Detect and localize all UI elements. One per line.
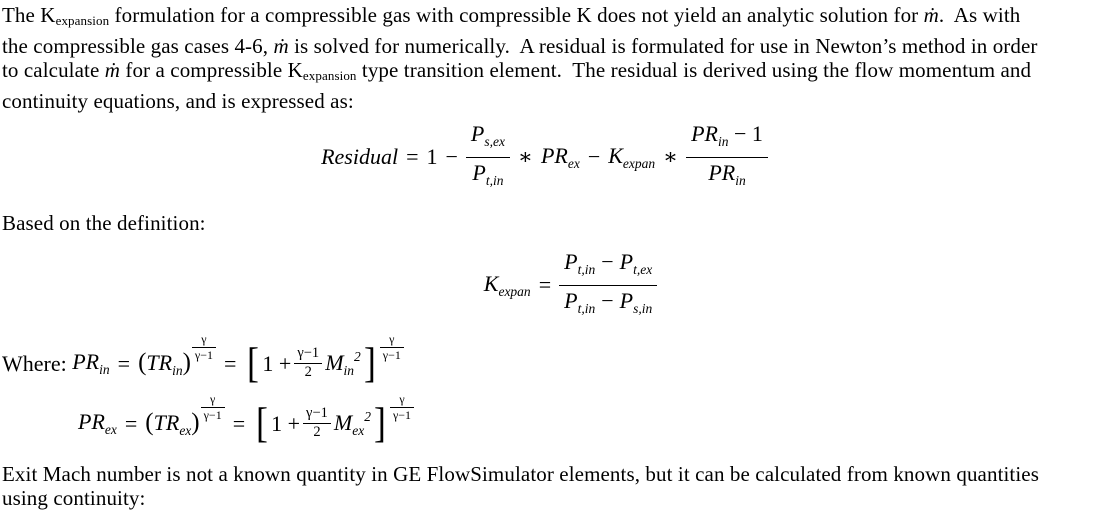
gamma-minus-1-over-2-fraction: [294, 346, 322, 381]
equation-pr-ex: [2, 391, 1087, 453]
open-bracket: [: [247, 340, 260, 387]
fraction-numerator: [466, 121, 510, 158]
math-var: PR: [540, 142, 568, 168]
math-var: M: [333, 409, 353, 435]
math-var: P: [564, 248, 578, 274]
text-run: is solved for numerically. A residual is formulated for use in Newton’s method in order: [288, 33, 1038, 58]
math-term-tr-in: [138, 349, 191, 379]
text-run: type transition element. The residual is derived using the flow momentum and: [356, 58, 1032, 83]
text-line: [2, 211, 1087, 236]
equals-sign: =: [117, 350, 131, 376]
math-subscript: t,ex: [633, 261, 653, 277]
one-plus: 1 +: [262, 350, 292, 376]
math-subscript: in: [99, 362, 110, 378]
fraction-numerator: γ−1: [294, 346, 322, 364]
text-run: to calculate: [2, 58, 105, 83]
math-var-residual: Residual: [321, 144, 399, 170]
equals-sign: =: [124, 410, 138, 436]
math-term-pr-ex: [78, 409, 117, 438]
math-subscript: t,in: [485, 172, 504, 188]
text-run: for a compressible K: [120, 58, 303, 83]
math-subscript: in: [718, 133, 729, 149]
equals-sign: =: [232, 410, 246, 436]
open-paren: (: [138, 348, 147, 376]
subscript-expansion: expansion: [55, 13, 110, 28]
equation-row: [321, 121, 768, 194]
math-var: P: [619, 248, 634, 274]
close-bracket: ]: [374, 400, 386, 447]
math-subscript: t,in: [577, 261, 596, 277]
fraction-pr-in-minus-1-over-pr-in: [686, 121, 768, 194]
math-subscript: expan: [498, 283, 531, 299]
math-var: K: [608, 142, 623, 168]
math-var: M: [325, 349, 344, 375]
fraction-denominator: [559, 286, 657, 322]
text-line-1: [2, 462, 1087, 487]
gamma-minus-1-over-2-fraction: [303, 406, 331, 441]
close-bracket: ]: [363, 340, 376, 387]
exponent-numerator: γ: [390, 393, 414, 408]
math-term-k-expan: [608, 143, 655, 172]
mdot-symbol: ṁ: [273, 33, 289, 58]
exponent-gamma-fraction: [192, 333, 216, 362]
text-line-3: [2, 58, 1087, 89]
minus-sign: −: [601, 287, 614, 313]
paragraph-based-on: [2, 211, 1087, 236]
math-subscript: expan: [622, 155, 656, 171]
math-subscript: s,in: [633, 300, 653, 316]
math-var: TR: [146, 349, 173, 375]
equals-sign: =: [224, 350, 237, 376]
text-line-2: [2, 34, 1087, 59]
math-var: P: [564, 287, 578, 313]
math-var: PR: [72, 349, 100, 375]
math-var: K: [483, 270, 499, 296]
text-run: Based on the definition:: [2, 210, 206, 235]
math-subscript: ex: [104, 422, 117, 438]
fraction-numerator: [686, 121, 768, 158]
subscript-expansion: expansion: [302, 68, 357, 84]
math-subscript: in: [735, 172, 746, 188]
math-var: PR: [708, 159, 736, 185]
exponent-denominator: γ−1: [203, 408, 222, 423]
equation-row: [78, 391, 414, 447]
math-var: TR: [153, 409, 180, 435]
paragraph-intro: [2, 3, 1087, 114]
open-paren: (: [145, 408, 154, 436]
mdot-symbol: ṁ: [104, 58, 121, 83]
fraction-denominator: [686, 158, 768, 194]
minus-sign: −: [445, 144, 458, 170]
where-label: Where:: [2, 350, 73, 376]
fraction-ps-ex-over-pt-in: [466, 121, 510, 194]
fraction-numerator: γ−1: [303, 406, 331, 424]
math-var: P: [472, 159, 486, 185]
math-term-pr-in: [72, 349, 109, 378]
exponent-denominator: γ−1: [194, 348, 213, 363]
math-subscript: s,ex: [484, 133, 505, 149]
fraction-pressure-ratio: [559, 249, 657, 322]
equation-pr-in: [2, 331, 1087, 393]
equation-row: [484, 249, 657, 322]
equation-kexpan: [28, 249, 1113, 322]
fraction-denominator: 2: [304, 364, 312, 381]
math-tail: − 1: [728, 120, 763, 146]
math-superscript: 2: [364, 408, 371, 424]
exponent-denominator: γ−1: [382, 348, 401, 363]
math-superscript: 2: [354, 348, 361, 364]
math-subscript: ex: [352, 422, 365, 438]
math-term-pr-ex: [541, 143, 580, 172]
exponent-gamma-fraction: [201, 393, 225, 422]
text-run: Exit Mach number is not a known quantity in GE FlowSimulator elements, but it can be calculated from known quantities: [2, 461, 1039, 486]
text-run: the compressible gas cases 4-6,: [2, 33, 274, 58]
equals-sign: =: [538, 272, 552, 298]
paragraph-exit-mach: [2, 462, 1087, 511]
asterisk-operator: ∗: [517, 144, 533, 170]
mdot-symbol: ṁ: [923, 3, 939, 27]
math-term-mach-in: [325, 349, 361, 379]
close-paren: ): [191, 408, 200, 436]
minus-sign: −: [587, 144, 601, 170]
text-run: The K: [2, 3, 56, 27]
math-term-tr-ex: [145, 409, 199, 439]
one-plus: 1 +: [271, 410, 301, 436]
equals-sign: =: [406, 144, 419, 170]
open-bracket: [: [256, 400, 269, 447]
text-line-4: [2, 89, 1087, 114]
exponent-numerator: γ: [380, 333, 404, 348]
exponent-numerator: γ: [192, 333, 216, 348]
text-line-1: [2, 3, 1087, 34]
exponent-denominator: γ−1: [392, 408, 412, 423]
math-term-k-expan: [484, 271, 531, 300]
math-subscript: ex: [567, 155, 580, 171]
exponent-gamma-fraction: [380, 333, 404, 362]
equation-row: [72, 331, 404, 387]
math-var: PR: [691, 120, 718, 146]
asterisk-operator: ∗: [663, 144, 679, 170]
fraction-denominator: [466, 158, 510, 194]
minus-sign: −: [601, 248, 614, 274]
text-run: . As with: [938, 3, 1021, 27]
math-var: PR: [78, 409, 105, 435]
math-var: P: [619, 287, 634, 313]
math-term-mach-ex: [334, 409, 371, 439]
math-subscript: in: [343, 362, 355, 378]
text-line-2: [2, 486, 1087, 511]
math-subscript: t,in: [577, 300, 596, 316]
fraction-denominator: 2: [313, 424, 321, 441]
fraction-numerator: [559, 249, 657, 286]
exponent-numerator: γ: [201, 393, 225, 408]
text-run: continuity equations, and is expressed as:: [2, 89, 354, 114]
close-paren: ): [182, 348, 191, 376]
text-run: using continuity:: [2, 486, 146, 511]
math-subscript: ex: [179, 422, 192, 438]
math-var: P: [470, 120, 485, 146]
text-run: formulation for a compressible gas with compressible K does not yield an analytic solution for: [109, 3, 924, 27]
math-subscript: in: [172, 362, 183, 378]
equation-residual: [2, 121, 1087, 194]
math-number: 1: [426, 144, 438, 170]
exponent-gamma-fraction: [390, 393, 414, 422]
